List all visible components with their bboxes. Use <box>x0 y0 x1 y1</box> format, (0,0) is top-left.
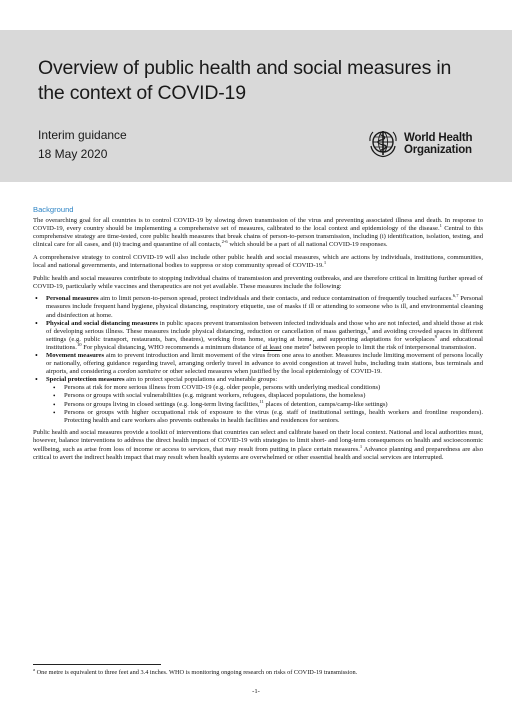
b3-text-a: aim to prevent introduction and limit movement of the virus from one area to another. Measures include limiting movement of persons locally or nationally, offering guidance regarding travel, arranging orderly travel in advance to avoid congestion at travel hubs, including train stations, bus terminals and airports, and considering a <box>46 352 483 376</box>
org-name-line2: Organization <box>404 144 472 156</box>
b2-text-f: between people to limit the risk of interpersonal transmission. <box>311 343 477 351</box>
b2-text-b: and avoiding crowded spaces in different settings (e.g. public transport, restaurants, bars, theatres), working from home, staying at home, and supporting adaptations for workplaces <box>46 327 483 343</box>
underlined-at-least: at least <box>262 343 282 351</box>
p4-text-a: Public health and social measures provide a toolkit of interventions that countries can select and calibrate based on their local context. National and local authorities must, however, balance interventions to address the direct health impact of COVID-19 with strategies to limit short- and long-term consequences on health and socioeconomic wellbeing, such as arise from loss of income or access to services, that may result from putting in place certain measures. <box>33 429 483 453</box>
who-logo-wordmark <box>404 132 472 156</box>
b1-text-a: aim to limit person-to-person spread, protect individuals and their contacts, and reduce contamination of frequently touched surfaces. <box>98 295 453 303</box>
p4-text-b: Advance planning and preparedness are also critical to avert the indirect health impact that may result when health systems are overwhelmed or other essential health and social services are interrupted. <box>33 445 483 461</box>
paragraph-4 <box>33 429 483 461</box>
b4-text: aim to protect special populations and vulnerable groups: <box>124 376 278 384</box>
list-item-personal-measures <box>46 295 483 319</box>
document-body <box>33 206 483 466</box>
p1-text-a: The overarching goal for all countries is to control COVID-19 by slowing down transmission of the virus and preventing associated illness and death. In response to COVID-19, every country should be implementing a comprehensive set of measures, calibrated to the local context and epidemiology of the disease. <box>33 217 483 233</box>
special-groups-list <box>46 384 483 424</box>
b2-text-c: and educational institutions. <box>46 335 483 351</box>
org-name-line1: World Health <box>404 132 473 144</box>
p2-text: A comprehensive strategy to control COVID-19 will also include other public health and social measures, which are actions by individuals, institutions, communities, local and national governments, and international bodies to suppress or stop community spread of COVID-19. <box>33 253 483 270</box>
citation: 1 <box>439 223 442 228</box>
citation: 2-6 <box>221 239 228 245</box>
footnote-text: One metre is equivalent to three feet and 3.4 inches. WHO is monitoring ongoing research on risks of COVID-19 transmission. <box>35 669 358 676</box>
paragraph-3: Public health and social measures contribute to stopping individual chains of transmission and preventing outbreaks, and are therefore critical in limiting further spread of COVID-19, particularly while vaccines and therapeutics are not yet available. These measures include the following: <box>33 274 483 290</box>
term-distancing-measures: Physical and social distancing measures <box>46 319 158 327</box>
b2-text-d: For physical distancing, WHO recommends a minimum distance of <box>81 343 263 351</box>
s3-text-b: places of detention, camps/camp-like settings) <box>263 400 388 408</box>
list-item: • Persons or groups with social vulnerabilities (e.g. migrant workers, refugees, displaced populations, the homeless) <box>64 392 483 400</box>
italic-cordon-sanitaire: cordon sanitaire <box>117 368 161 376</box>
list-item: • Persons at risk for more serious illness from COVID-19 (e.g. older people, persons with underlying medical conditions) <box>64 384 483 392</box>
term-personal-measures: Personal measures <box>46 295 99 303</box>
paragraph-2 <box>33 254 483 270</box>
p1-text-c: which should be a part of all national COVID-19 responses. <box>227 241 388 249</box>
page-number: -1- <box>252 688 260 695</box>
footnote-ref[interactable]: a <box>309 341 312 347</box>
citation: 9 <box>434 333 438 339</box>
term-movement-measures: Movement measures <box>46 352 105 359</box>
document-date: 18 May 2020 <box>38 147 108 161</box>
who-emblem-icon <box>368 128 398 158</box>
list-item-movement-measures <box>46 352 483 376</box>
document-title: Overview of public health and social measures in the context of COVID-19 <box>38 57 452 104</box>
b2-text-e: one metre <box>281 343 310 351</box>
list-item: • Persons or groups with higher occupational risk of exposure to the virus (e.g. staff of institutional settings, health workers and frontline responders). Protecting health and care workers also prevents outbreaks in health facilities and residences for seniors. <box>64 409 483 425</box>
footnote-divider <box>33 664 161 665</box>
citation: 6,7 <box>452 293 459 299</box>
citation: 1 <box>359 443 363 449</box>
term-special-protection-measures: Special protection measures <box>46 376 125 384</box>
s3-text-a: Persons or groups living in closed settings (e.g. long-term living facilities, <box>64 400 260 408</box>
section-heading-background: Background <box>33 205 74 214</box>
footnote <box>33 666 488 677</box>
who-logo <box>368 128 508 168</box>
list-item <box>64 398 483 409</box>
document-subtitle: Interim guidance <box>38 128 127 142</box>
citation: 11 <box>259 398 264 404</box>
citation: 8 <box>367 325 371 331</box>
b2-text-a: in public spaces prevent transmission between infected individuals and those who are not infected, and shield those at risk of developing serious illness. These measures include physical distancing, reduction or cancellation of mass gatherings, <box>46 319 483 335</box>
citation: 10 <box>76 341 82 347</box>
b3-text-b: or other selected measures when justified by the local epidemiology of COVID-19. <box>160 368 382 376</box>
citation: 1 <box>323 259 327 265</box>
document-header <box>0 30 512 182</box>
b1-text-b: Personal measures include frequent hand hygiene, physical distancing, respiratory etiquette, use of masks if ill or attending to someone who is ill, and environmental cleaning and disinfection at home. <box>46 295 483 319</box>
list-item-distancing-measures <box>46 320 483 352</box>
paragraph-1 <box>33 217 483 249</box>
p1-text-b: Central to this comprehensive strategy are time-tested, core public health measures that break chains of person-to-person transmission, including (i) identification, isolation, testing, and clinical care for all cases, and (ii) tracing and quarantine of all contacts, <box>33 225 483 249</box>
measures-list <box>33 295 483 425</box>
list-item-special-protection-measures <box>46 376 483 425</box>
footnote-mark: a <box>33 666 36 672</box>
